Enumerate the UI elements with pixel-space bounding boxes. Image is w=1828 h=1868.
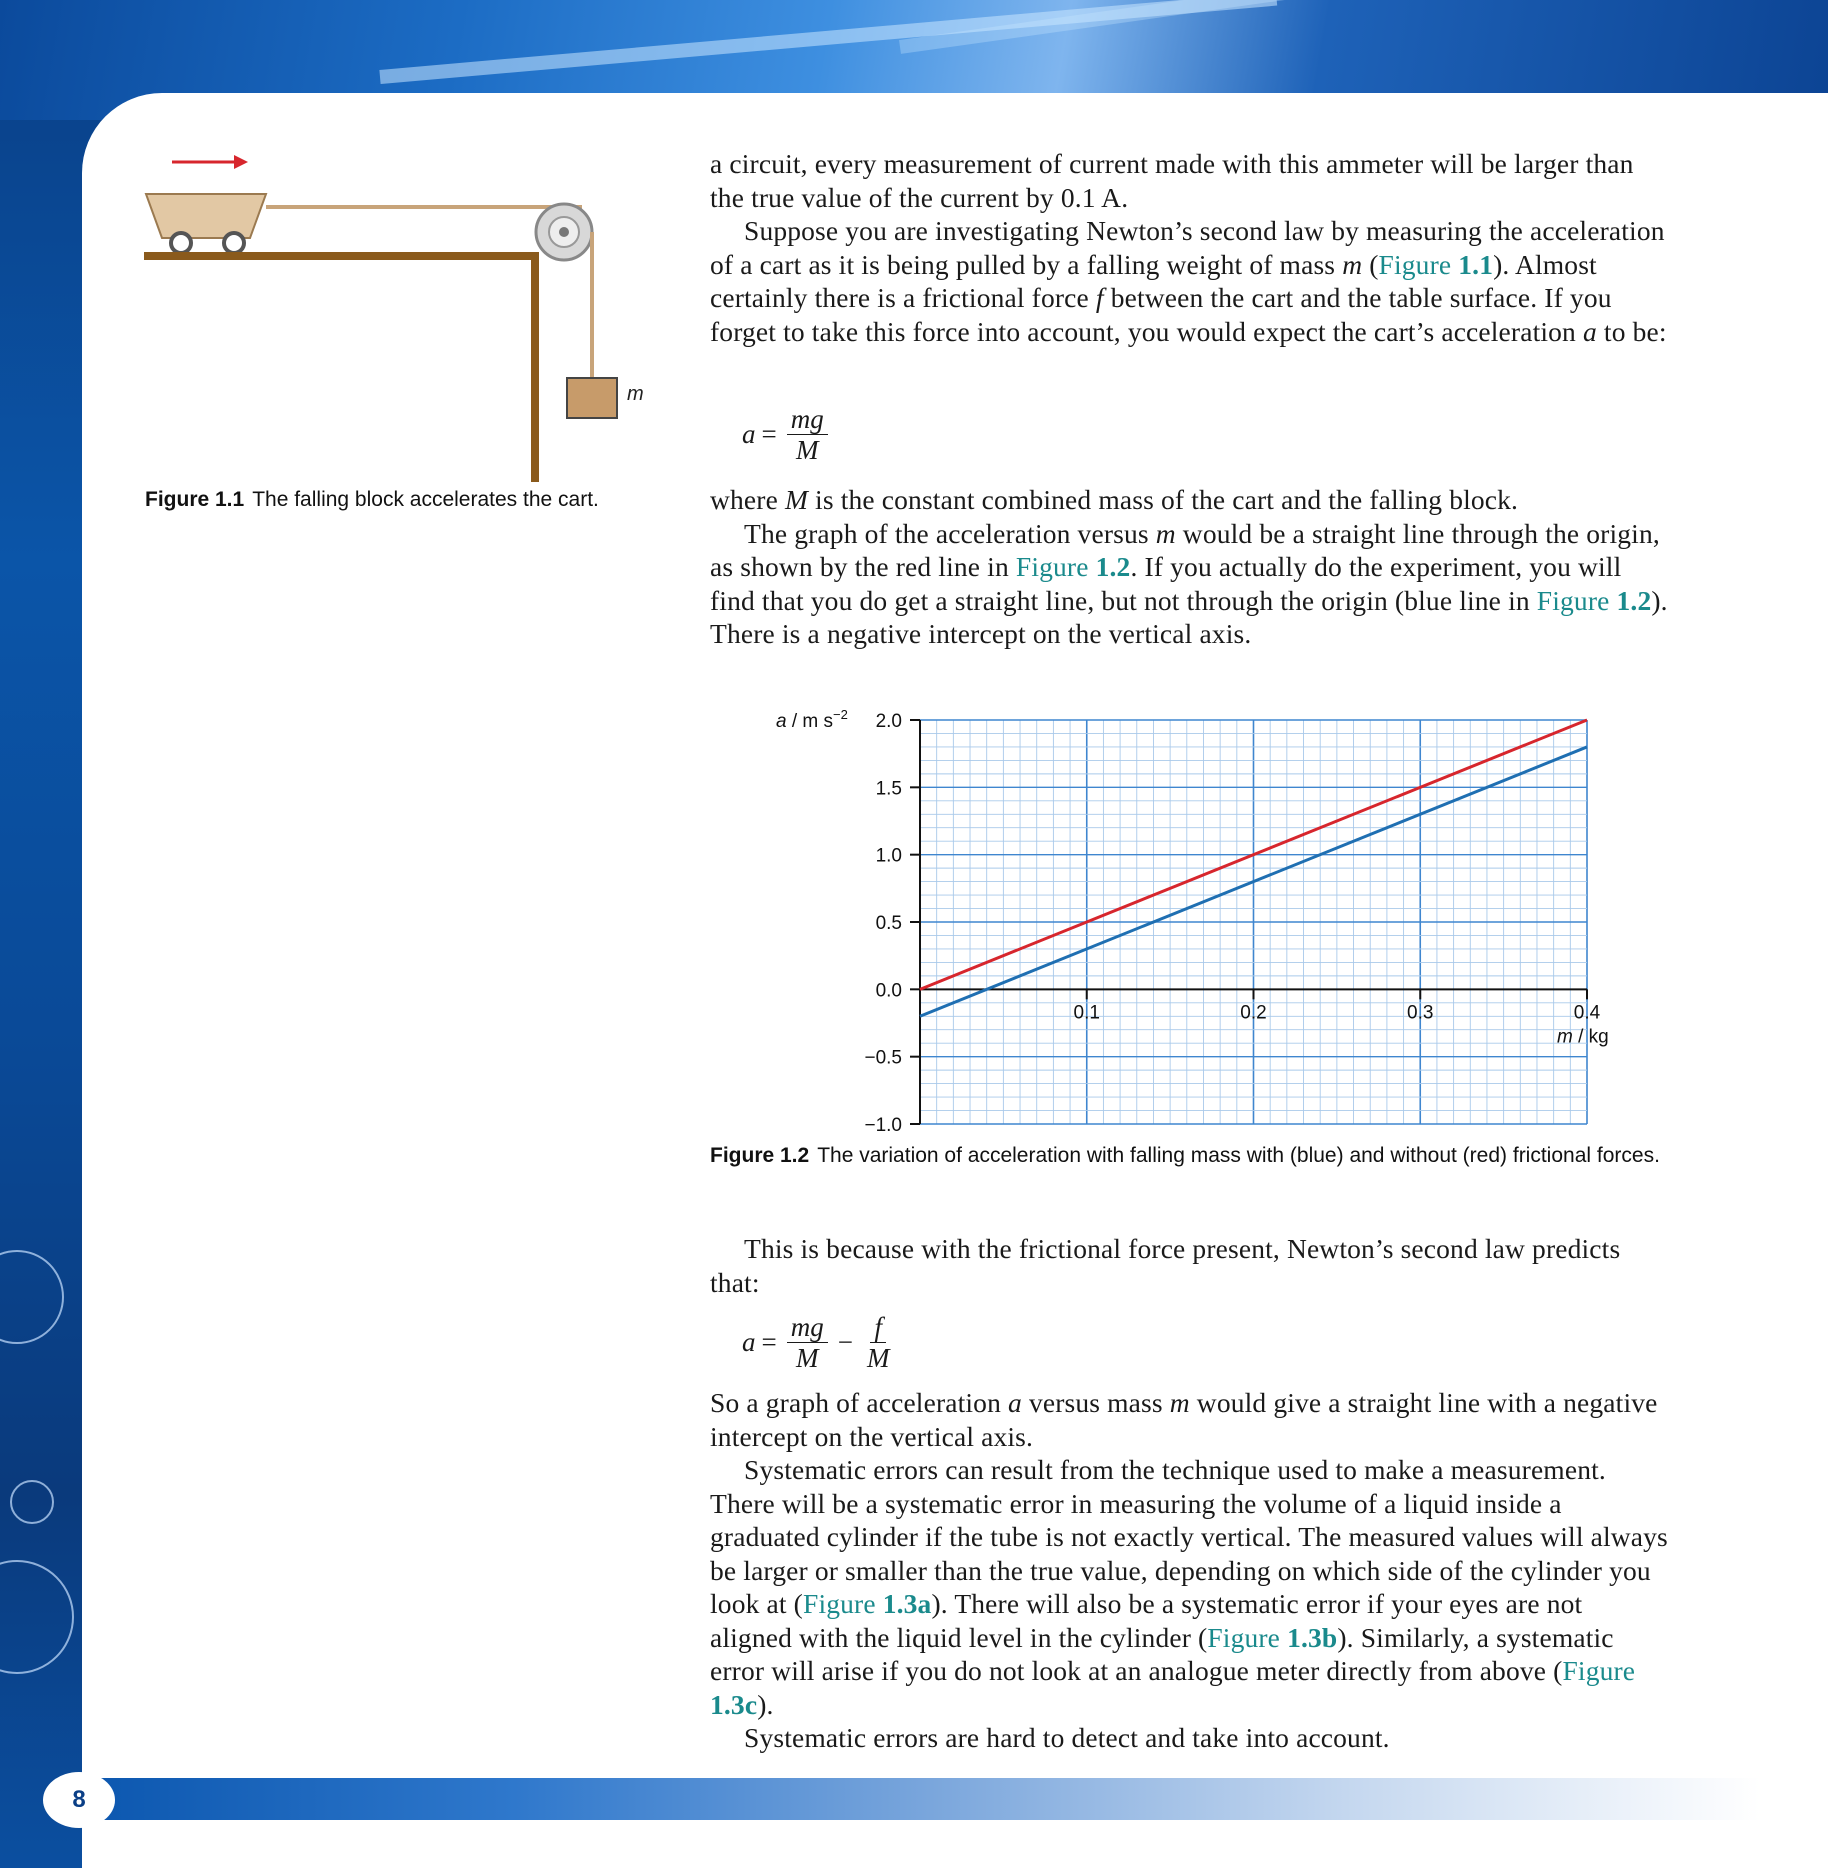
text-block-bottom <box>710 1386 1670 1755</box>
page-footer-bar <box>100 1778 1760 1820</box>
paragraph: This is because with the frictional force present, Newton’s second law predicts that: <box>710 1233 1621 1298</box>
figure-link[interactable]: Figure 1.3b <box>1207 1621 1338 1653</box>
paragraph: where M is the constant combined mass of the cart and the falling block. <box>710 484 1519 515</box>
chart-ticks <box>864 711 1600 1136</box>
x-tick-label: 0.4 <box>1573 1002 1601 1024</box>
figure-1-1-caption-text: The falling block accelerates the cart. <box>252 488 599 511</box>
text-block-lower <box>710 1232 1670 1299</box>
y-tick-label: 1.5 <box>875 778 902 800</box>
text-block-top <box>710 147 1670 348</box>
x-tick-label: 0.3 <box>1407 1002 1434 1024</box>
y-tick-label: 0.5 <box>875 913 902 934</box>
cart-body <box>146 194 266 238</box>
equation-1: a = $\frac{mg}{M}$ <box>742 404 832 465</box>
figure-link[interactable]: Figure 1.1 <box>1378 248 1494 280</box>
figure-1-2-chart <box>760 700 1660 1140</box>
cart-wheel <box>171 233 191 253</box>
x-tick-label: 0.2 <box>1240 1002 1267 1024</box>
figure-1-2-label: Figure 1.2 <box>710 1144 810 1167</box>
y-tick-label: 1.0 <box>875 845 902 867</box>
decorative-swirl <box>10 1480 54 1524</box>
y-tick-label: −1.0 <box>864 1115 902 1136</box>
mass-label: m <box>627 383 644 405</box>
figure-1-1-label: Figure 1.1 <box>145 488 245 511</box>
pulley-axle <box>559 227 569 237</box>
paragraph: Suppose you are investigating Newton’s second law by measuring the acceleration of a cart as it is being pulled by a falling weight of mass m (Figure 1.1). Almost certainly there is a frictional force f between the cart and the table surface. If you forget to take this force into account, you would expect the cart’s acceleration a to be: <box>710 215 1667 347</box>
x-axis-label: m / kg <box>1557 1026 1609 1048</box>
table-leg <box>531 252 539 482</box>
y-tick-label: 2.0 <box>875 711 902 732</box>
figure-1-1-caption <box>145 486 665 513</box>
paragraph: So a graph of acceleration a versus mass m would give a straight line with a negative intercept on the vertical axis. <box>710 1387 1658 1452</box>
paragraph: a circuit, every measurement of current made with this ammeter will be larger than the true value of the current by 0.1 A. <box>710 148 1634 213</box>
table-top <box>144 252 538 260</box>
paragraph: Systematic errors are hard to detect and take into account. <box>744 1722 1390 1753</box>
y-tick-label: 0.0 <box>875 980 902 1002</box>
chart-grid <box>920 720 1587 1124</box>
x-tick-label: 0.1 <box>1073 1002 1100 1024</box>
figure-link[interactable]: Figure 1.3c <box>710 1655 1636 1720</box>
y-axis-label: a / m $s^{-2}$ <box>776 707 848 732</box>
paragraph: The graph of the acceleration versus m would be a straight line through the origin, as shown by the red line in Figure 1.2. If you actually do the experiment, you will find that you do get a straight line, but not through the origin (blue line in Figure 1.2). There is a negative intercept on the vertical axis. <box>710 517 1668 649</box>
figure-1-2-caption-text: The variation of acceleration with falling mass with (blue) and without (red) frictional forces. <box>817 1144 1660 1167</box>
figure-link[interactable]: Figure 1.2 <box>1015 551 1131 582</box>
equation-2: a = $\frac{mg}{M}$ − $\frac{f}{M}$ <box>742 1312 890 1373</box>
falling-mass <box>567 378 617 418</box>
motion-arrow <box>172 155 248 169</box>
y-tick-label: −0.5 <box>864 1047 902 1069</box>
figure-link[interactable]: Figure 1.3a <box>803 1588 932 1619</box>
page-number: 8 <box>43 1772 115 1828</box>
figure-link[interactable]: Figure 1.2 <box>1536 584 1652 616</box>
text-block-middle <box>710 483 1670 651</box>
figure-1-2-caption <box>710 1142 1670 1169</box>
paragraph: Systematic errors can result from the technique used to make a measurement. There will be a systematic error in measuring the volume of a liquid inside a graduated cylinder if the tube is not exactly vertical. The measured values will always be larger or smaller than the true value, depending on which side of the cylinder you look at (Figure 1.3a). There will also be a systematic error if your eyes are not aligned with the liquid level in the cylinder (Figure 1.3b). Similarly, a systematic error will arise if you do not look at an analogue meter directly from above (Figure 1.3c). <box>710 1454 1668 1720</box>
figure-1-1-diagram <box>130 150 670 490</box>
cart-wheel <box>224 233 244 253</box>
